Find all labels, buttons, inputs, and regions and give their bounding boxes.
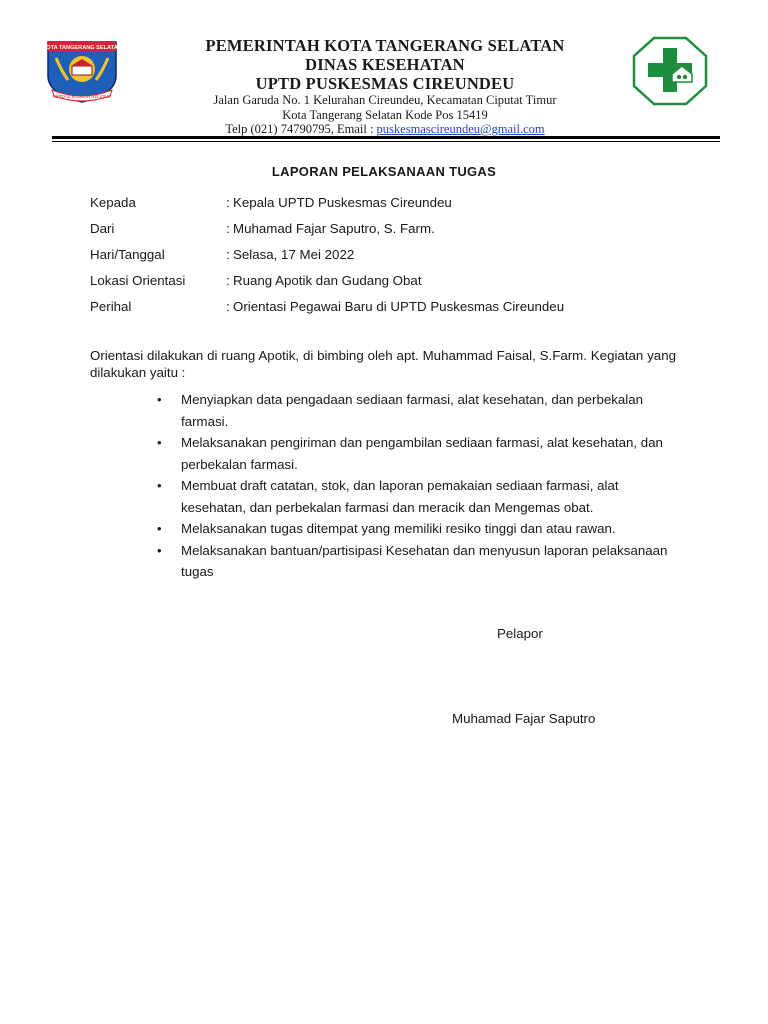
bullet-icon: •: [157, 435, 162, 450]
meta-row-hari-tanggal: [90, 241, 690, 267]
list-item: [155, 475, 685, 518]
bullet-icon: •: [157, 478, 162, 493]
meta-value: Ruang Apotik dan Gudang Obat: [233, 273, 422, 289]
meta-colon: :: [226, 273, 230, 289]
meta-key: Lokasi Orientasi: [90, 273, 186, 289]
list-item: [155, 518, 685, 540]
letterhead-divider-thin: [52, 141, 720, 142]
address-line-1: Jalan Garuda No. 1 Kelurahan Cireundeu, Kecamatan Ciputat Timur: [213, 93, 557, 107]
puskesmas-cross-icon: [632, 36, 708, 106]
signature-name: Muhamad Fajar Saputro: [452, 711, 596, 726]
intro-paragraph: Orientasi dilakukan di ruang Apotik, di bimbing oleh apt. Muhammad Faisal, S.Farm. Kegiatan yang dilakukan yaitu :: [90, 348, 676, 380]
report-meta: [90, 189, 690, 320]
meta-row-dari: [90, 215, 690, 241]
meta-key: Kepada: [90, 194, 136, 210]
list-item: [155, 389, 685, 432]
letterhead: [120, 36, 650, 137]
list-item-text: Melaksanakan pengiriman dan pengambilan sediaan farmasi, alat kesehatan, dan perbekalan farmasi.: [181, 435, 663, 472]
document-title: LAPORAN PELAKSANAAN TUGAS: [271, 164, 497, 179]
list-item-text: Melaksanakan tugas ditempat yang memiliki resiko tinggi dan atau rawan.: [181, 521, 616, 536]
meta-colon: :: [226, 299, 230, 315]
signature-label: Pelapor: [497, 626, 543, 641]
city-emblem-icon: [42, 36, 122, 106]
letterhead-divider-thick: [52, 136, 720, 139]
list-item-text: Menyiapkan data pengadaan sediaan farmasi, alat kesehatan, dan perbekalan farmasi.: [181, 392, 644, 429]
address-line-2: Kota Tangerang Selatan Kode Pos 15419: [282, 107, 488, 122]
list-item: [155, 432, 685, 475]
bullet-icon: •: [157, 521, 162, 536]
meta-colon: :: [226, 194, 230, 210]
list-item-text: Melaksanakan bantuan/partisipasi Kesehatan dan menyusun laporan pelaksanaan tugas: [181, 542, 668, 579]
list-item-text: Membuat draft catatan, stok, dan laporan pemakaian sediaan farmasi, alat kesehatan, dan perbekalan farmasi dan meracik dan Mengemas obat.: [181, 478, 619, 515]
meta-key: Dari: [90, 220, 115, 236]
letterhead-line-3: UPTD PUSKESMAS CIREUNDEU: [255, 74, 515, 93]
meta-row-perihal: [90, 294, 690, 320]
meta-value: Orientasi Pegawai Baru di UPTD Puskesmas Cireundeu: [233, 299, 565, 315]
meta-value: Kepala UPTD Puskesmas Cireundeu: [233, 194, 452, 210]
meta-key: Perihal: [90, 299, 132, 315]
meta-value: Muhamad Fajar Saputro, S. Farm.: [233, 220, 435, 236]
email-link[interactable]: puskesmascireundeu@gmail.com: [376, 122, 545, 136]
meta-colon: :: [226, 220, 230, 236]
bullet-icon: •: [157, 542, 162, 558]
bullet-icon: •: [157, 392, 162, 407]
meta-value: Selasa, 17 Mei 2022: [233, 246, 355, 262]
letterhead-line-1: PEMERINTAH KOTA TANGERANG SELATAN: [205, 36, 565, 55]
activity-list: [155, 389, 685, 583]
letterhead-line-2: DINAS KESEHATAN: [305, 55, 465, 74]
emblem-banner-text: KOTA TANGERANG SELATAN: [42, 45, 122, 51]
list-item: [155, 540, 685, 583]
meta-row-lokasi: [90, 268, 690, 294]
meta-key: Hari/Tanggal: [90, 246, 165, 262]
emblem-ribbon-text: CERDAS MODERN RELIGIUS: [53, 94, 111, 99]
meta-row-kepada: [90, 189, 690, 215]
meta-colon: :: [226, 246, 230, 262]
contact-line: [120, 122, 650, 137]
contact-prefix: Telp (021) 74790795, Email :: [225, 122, 377, 136]
